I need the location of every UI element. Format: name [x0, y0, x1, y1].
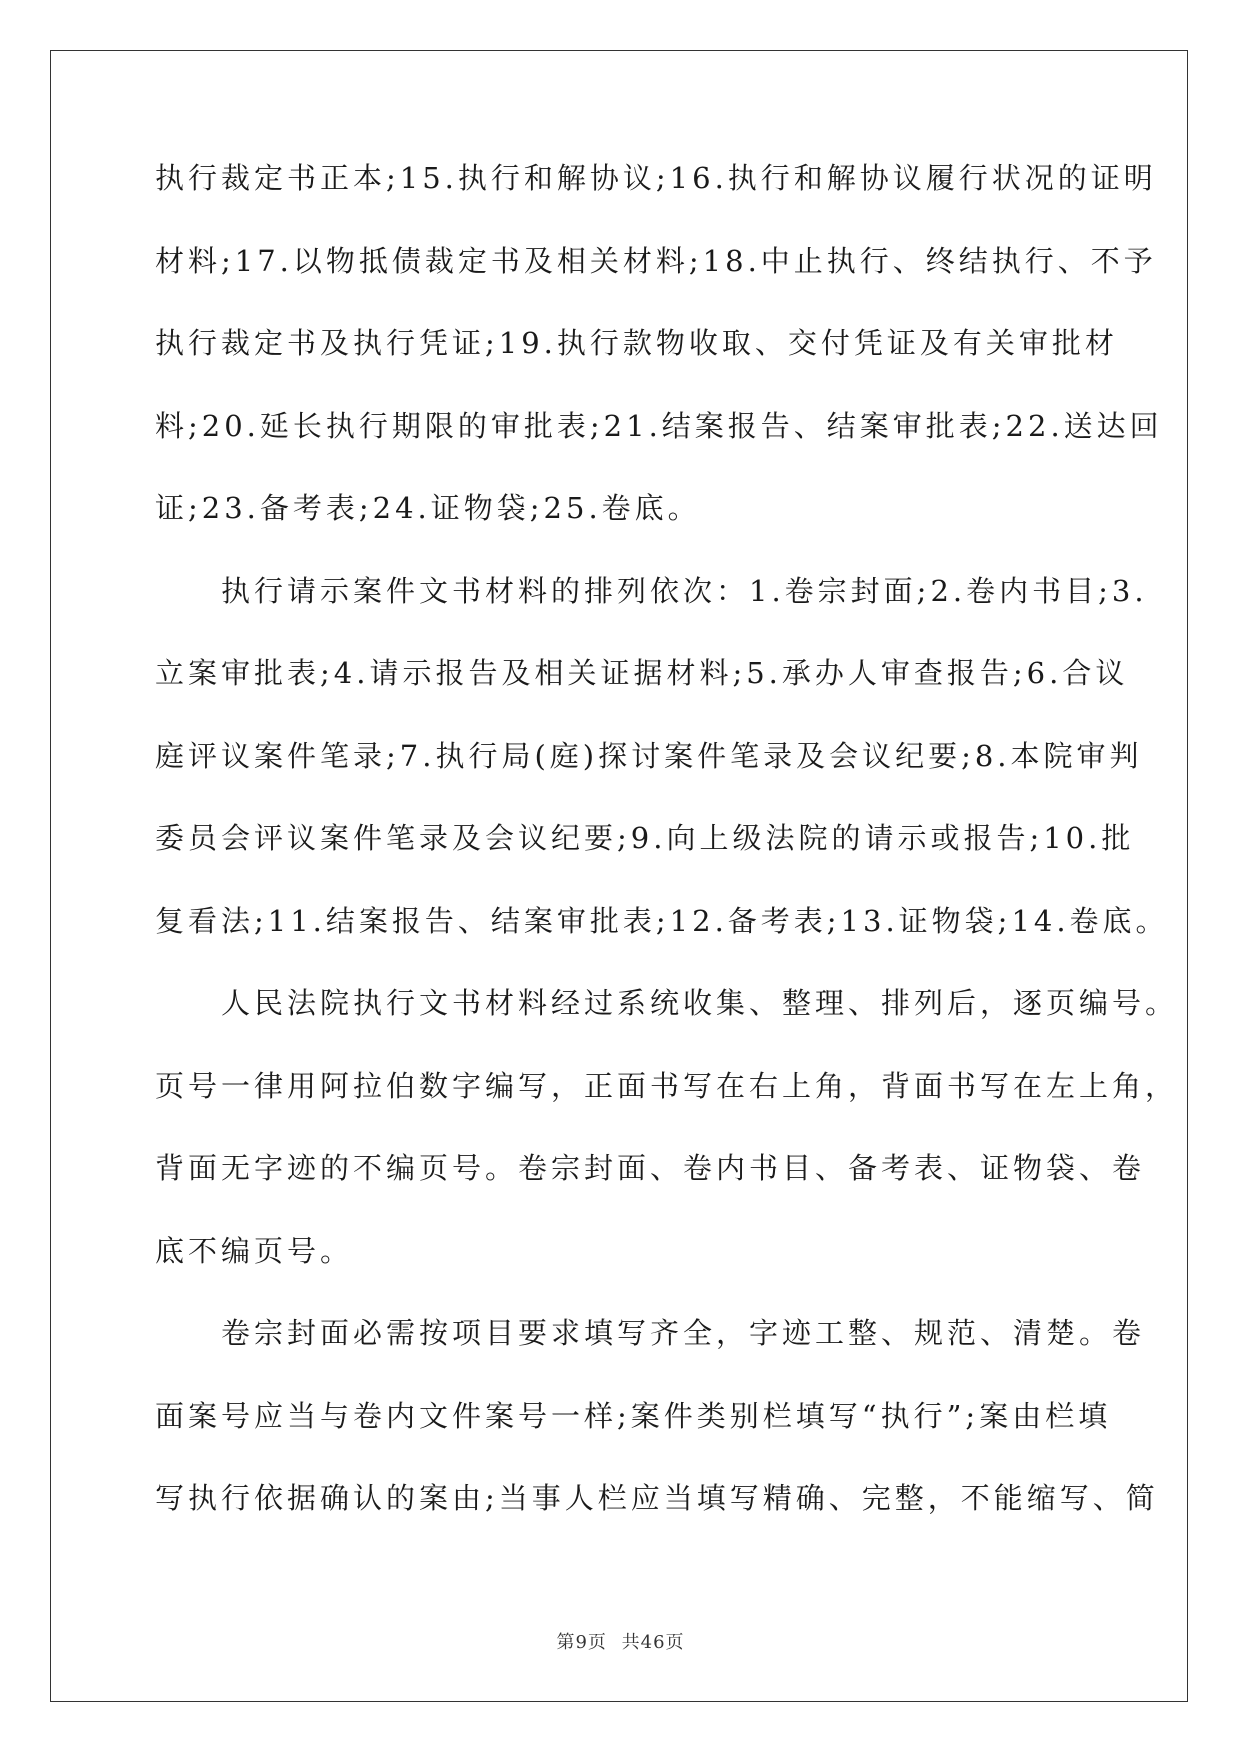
document-body — [155, 158, 1179, 1561]
text-line: 庭评议案件笔录;7.执行局(庭)探讨案件笔录及会议纪要;8.本院审判 — [155, 738, 1143, 773]
text-line: 材料;17.以物抵债裁定书及相关材料;18.中止执行、终结执行、不予 — [155, 243, 1157, 278]
page-number: 第9页 — [556, 1632, 607, 1653]
page-footer — [0, 1628, 1241, 1654]
text-line: 执行裁定书正本;15.执行和解协议;16.执行和解协议履行状况的证明 — [155, 161, 1157, 195]
text-line: 委员会评议案件笔录及会议纪要;9.向上级法院的请示或报告;10.批 — [155, 821, 1135, 855]
text-line: 面案号应当与卷内文件案号一样;案件类别栏填写“执行”;案由栏填 — [155, 1398, 1112, 1433]
text-line: 背面无字迹的不编页号。卷宗封面、卷内书目、备考表、证物袋、卷 — [155, 1151, 1146, 1185]
text-line: 底不编页号。 — [155, 1233, 354, 1268]
text-line: 立案审批表;4.请示报告及相关证据材料;5.承办人审查报告;6.合议 — [155, 656, 1129, 690]
text-line: 执行请示案件文书材料的排列依次：1.卷宗封面;2.卷内书目;3. — [155, 573, 1148, 608]
text-line: 卷宗封面必需按项目要求填写齐全，字迹工整、规范、清楚。卷 — [155, 1316, 1146, 1350]
text-line: 人民法院执行文书材料经过系统收集、整理、排列后，逐页编号。 — [155, 986, 1179, 1020]
text-line: 页号一律用阿拉伯数字编写，正面书写在右上角，背面书写在左上角， — [155, 1068, 1179, 1103]
text-line: 写执行依据确认的案由;当事人栏应当填写精确、完整，不能缩写、简 — [155, 1481, 1159, 1515]
page-total: 共46页 — [621, 1632, 685, 1653]
text-line: 料;20.延长执行期限的审批表;21.结案报告、结案审批表;22.送达回 — [155, 408, 1163, 443]
text-line: 执行裁定书及执行凭证;19.执行款物收取、交付凭证及有关审批材 — [155, 326, 1118, 360]
text-line: 证;23.备考表;24.证物袋;25.卷底。 — [155, 491, 701, 525]
text-line: 复看法;11.结案报告、结案审批表;12.备考表;13.证物袋;14.卷底。 — [155, 903, 1169, 938]
